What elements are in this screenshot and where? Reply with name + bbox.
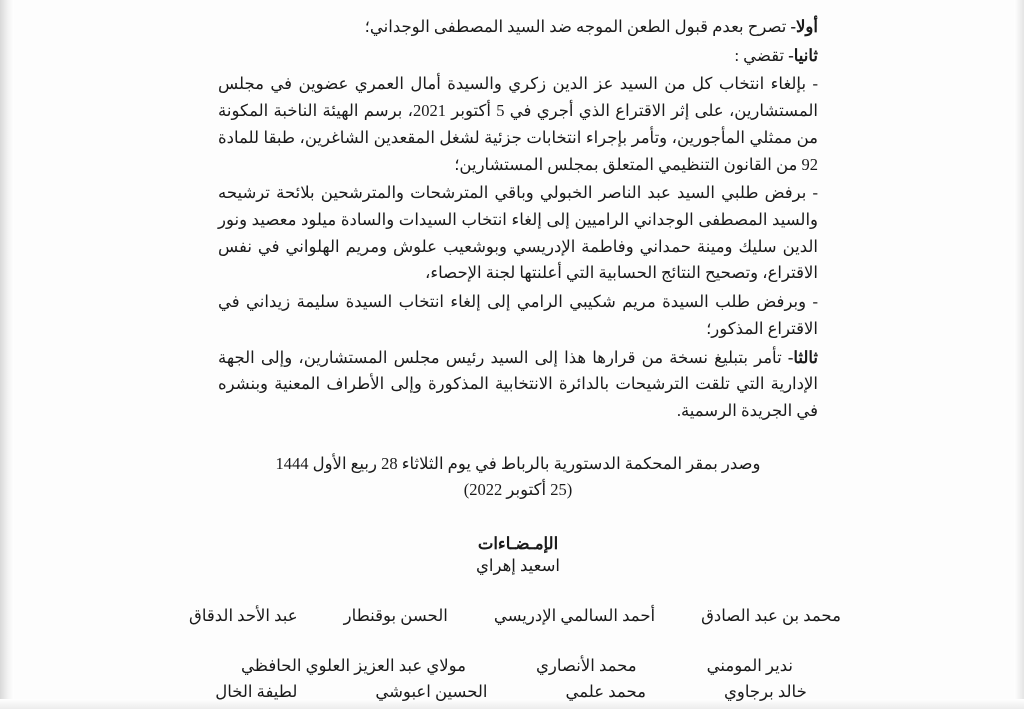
signatures-title: الإمـضـاءات [477, 533, 559, 553]
ruling-section-second-lead: ثانيا- [788, 45, 818, 65]
signature-name: الحسن بوقنطار [343, 605, 448, 625]
signature-name: محمد الأنصاري [536, 655, 637, 675]
ruling-item-2: - برفض طلبي السيد عبد الناصر الخبولي وباقي المترشحات والمترشحين بلائحة ترشيحه والسيد المصطفى الوجداني الراميين إلى إلغاء انتخاب السيدات والسادة ميلود معصيد ونور الدين سليك ومينة حمداني وفاطمة الإدريسي وبوشعيب علوش ومريم الهلواني في نفس الاقتراع، وتصحيح النتائج الحسابية التي أعلنتها لجنة الإحصاء، [218, 183, 818, 283]
issuance-line-1: وصدر بمقر المحكمة الدستورية بالرباط في يوم الثلاثاء 28 ربيع الأول 1444 [275, 453, 761, 473]
ruling-section-first-lead: أولا- [790, 17, 818, 36]
signature-row [215, 681, 818, 702]
signature-name: عبد الأحد الدقاق [189, 605, 298, 625]
ruling-items [218, 71, 818, 342]
signature-name: ندير المومني [706, 655, 793, 675]
ruling-section-third-lead: ثالثا- [787, 347, 818, 367]
signature-row [189, 605, 841, 626]
issuance-statement [218, 451, 818, 504]
signature-president: اسعيد إهراي [475, 555, 561, 575]
ruling-section-first [218, 14, 818, 41]
signature-rows [189, 605, 841, 702]
signature-name: محمد بن عبد الصادق [701, 605, 841, 625]
signature-name: الحسين اعبوشي [375, 681, 488, 701]
signature-row [218, 656, 818, 676]
signature-name: محمد علمي [565, 681, 646, 701]
page-edge-shadow-left [0, 0, 14, 709]
ruling-section-first-text: تصرح بعدم قبول الطعن الموجه ضد السيد المصطفى الوجداني؛ [364, 17, 791, 36]
ruling-item-1: - بإلغاء انتخاب كل من السيد عز الدين زكري والسيدة أمال العمري عضوين في مجلس المستشارين، على إثر الاقتراع الذي أجري في 5 أكتوبر 2021، برسم الهيئة الناخبة المكونة من ممثلي المأجورين، وتأمر بإجراء انتخابات جزئية لشغل المقعدين الشاغرين، طبقا للمادة 92 من القانون التنظيمي المتعلق بمجلس المستشارين؛ [218, 74, 818, 174]
signature-name: خالد برجاوي [723, 681, 807, 701]
ruling-section-second [218, 43, 818, 70]
ruling-section-second-text: تقضي : [734, 45, 789, 65]
ruling-section-third [218, 345, 818, 425]
ruling-item-3: - وبرفض طلب السيدة مريم شكيبي الرامي إلى إلغاء انتخاب السيدة سليمة زيداني في الاقتراع المذكور؛ [218, 292, 818, 338]
document-body [189, 14, 841, 708]
signatures-block [189, 533, 841, 702]
signature-name: لطيفة الخال [215, 681, 298, 701]
page-edge-shadow-right [1014, 0, 1024, 709]
issuance-line-2: (25 أكتوبر 2022) [463, 480, 573, 500]
signature-name: مولاي عبد العزيز العلوي الحافظي [241, 655, 467, 675]
signature-name: أحمد السالمي الإدريسي [493, 605, 656, 625]
ruling-section-third-text: تأمر بتبليغ نسخة من قرارها هذا إلى السيد رئيس مجلس المستشارين، وإلى الجهة الإدارية التي تلقت الترشيحات بالدائرة الانتخابية المذكورة وإلى الأطراف المعنية وبنشره في الجريدة الرسمية. [218, 347, 818, 421]
